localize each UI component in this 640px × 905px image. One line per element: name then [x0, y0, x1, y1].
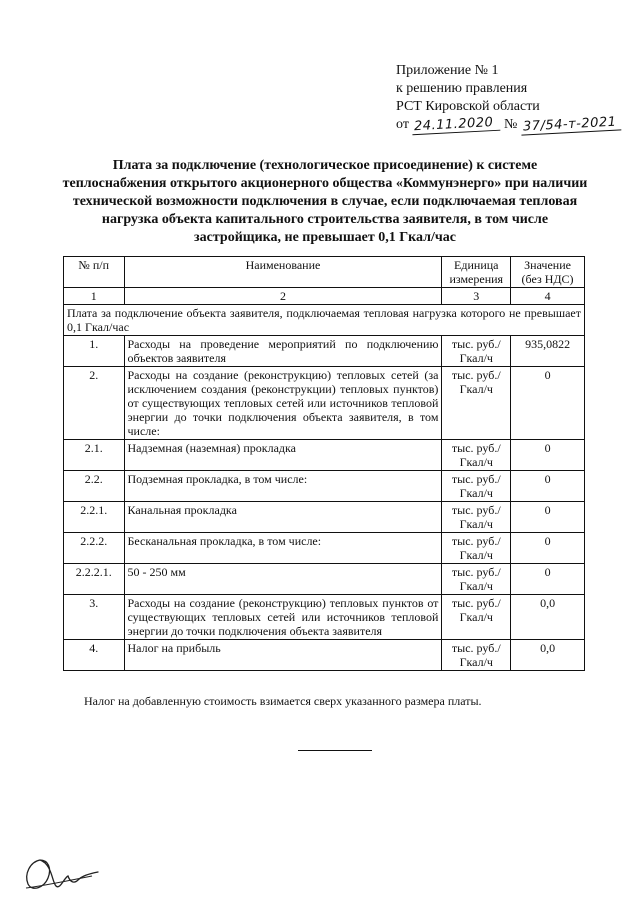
row-number-cell: 2.: [64, 367, 125, 440]
header-row: [64, 257, 585, 288]
row-number-cell: 2.2.1.: [64, 502, 125, 533]
table-row: [64, 533, 585, 564]
table-row: [64, 471, 585, 502]
row-value-cell: 0,0: [511, 640, 585, 671]
row-name-cell: Бесканальная прокладка, в том числе:: [124, 533, 442, 564]
section-row: [64, 305, 585, 336]
row-name-cell: Расходы на создание (реконструкцию) тепловых сетей (за исключением создания (реконструкции) тепловых пунктов) от существующих тепловых сетей или источников тепловой энергии до точки подключения объекта заявителя, в том числе:: [124, 367, 442, 440]
row-name-cell: Расходы на проведение мероприятий по подключению объектов заявителя: [124, 336, 442, 367]
row-number-cell: 1.: [64, 336, 125, 367]
row-number-cell: 3.: [64, 595, 125, 640]
row-value-cell: 0: [511, 564, 585, 595]
handwritten-date: 24.11.2020: [412, 115, 501, 136]
row-number-cell: 2.2.2.1.: [64, 564, 125, 595]
row-value-cell: 935,0822: [511, 336, 585, 367]
column-number-cell: 2: [124, 288, 442, 305]
row-unit-cell: тыс. руб./ Гкал/ч: [442, 640, 511, 671]
row-unit-cell: тыс. руб./ Гкал/ч: [442, 533, 511, 564]
row-value-cell: 0: [511, 471, 585, 502]
table-row: [64, 640, 585, 671]
row-unit-cell: тыс. руб./ Гкал/ч: [442, 440, 511, 471]
header-cell: № п/п: [64, 257, 125, 288]
appendix-authority: РСТ Кировской области: [396, 99, 540, 114]
appendix-block: [396, 62, 632, 134]
table-row: [64, 336, 585, 367]
number-label: №: [503, 117, 518, 132]
row-value-cell: 0: [511, 533, 585, 564]
table-row: [64, 502, 585, 533]
date-label: от: [396, 117, 409, 132]
table-row: [64, 367, 585, 440]
row-name-cell: Подземная прокладка, в том числе:: [124, 471, 442, 502]
closing-divider: [298, 750, 372, 751]
row-number-cell: 2.2.: [64, 471, 125, 502]
fee-table: [63, 256, 585, 671]
row-name-cell: Надземная (наземная) прокладка: [124, 440, 442, 471]
header-cell: Наименование: [124, 257, 442, 288]
column-number-cell: 1: [64, 288, 125, 305]
column-number-cell: 3: [442, 288, 511, 305]
row-number-cell: 2.1.: [64, 440, 125, 471]
appendix-decision: к решению правления: [396, 81, 528, 96]
table-row: [64, 564, 585, 595]
row-value-cell: 0: [511, 502, 585, 533]
column-number-cell: 4: [511, 288, 585, 305]
column-number-row: [64, 288, 585, 305]
table-row: [64, 440, 585, 471]
row-name-cell: Налог на прибыль: [124, 640, 442, 671]
vat-note: Налог на добавленную стоимость взимается сверх указанного размера платы.: [84, 694, 482, 708]
row-number-cell: 2.2.2.: [64, 533, 125, 564]
row-value-cell: 0: [511, 440, 585, 471]
section-cell: Плата за подключение объекта заявителя, подключаемая тепловая нагрузка которого не превышает 0,1 Гкал/час: [64, 305, 585, 336]
document-title: Плата за подключение (технологическое присоединение) к системе теплоснабжения открытого акционерного общества «Коммунэнерго» при наличии технической возможности подключения в случае, если подключаемая тепловая нагрузка объекта капитального строительства заявителя, в том числе застройщика, не превышает 0,1 Гкал/час: [62, 158, 588, 245]
row-unit-cell: тыс. руб./ Гкал/ч: [442, 336, 511, 367]
row-unit-cell: тыс. руб./ Гкал/ч: [442, 367, 511, 440]
signature-icon: [22, 852, 102, 894]
row-value-cell: 0: [511, 367, 585, 440]
row-number-cell: 4.: [64, 640, 125, 671]
row-name-cell: Расходы на создание (реконструкцию) тепловых пунктов от существующих тепловых сетей или источников тепловой энергии до точки подключения объекта заявителя: [124, 595, 442, 640]
header-cell: Единица измерения: [442, 257, 511, 288]
fee-table-body: [64, 257, 585, 671]
row-unit-cell: тыс. руб./ Гкал/ч: [442, 471, 511, 502]
appendix-date-number: [396, 116, 632, 134]
row-name-cell: 50 - 250 мм: [124, 564, 442, 595]
row-value-cell: 0,0: [511, 595, 585, 640]
header-cell: Значение (без НДС): [511, 257, 585, 288]
row-name-cell: Канальная прокладка: [124, 502, 442, 533]
table-row: [64, 595, 585, 640]
row-unit-cell: тыс. руб./ Гкал/ч: [442, 595, 511, 640]
handwritten-number: 37/54-т-2021: [520, 114, 621, 135]
row-unit-cell: тыс. руб./ Гкал/ч: [442, 502, 511, 533]
appendix-title: Приложение № 1: [396, 63, 499, 78]
row-unit-cell: тыс. руб./ Гкал/ч: [442, 564, 511, 595]
